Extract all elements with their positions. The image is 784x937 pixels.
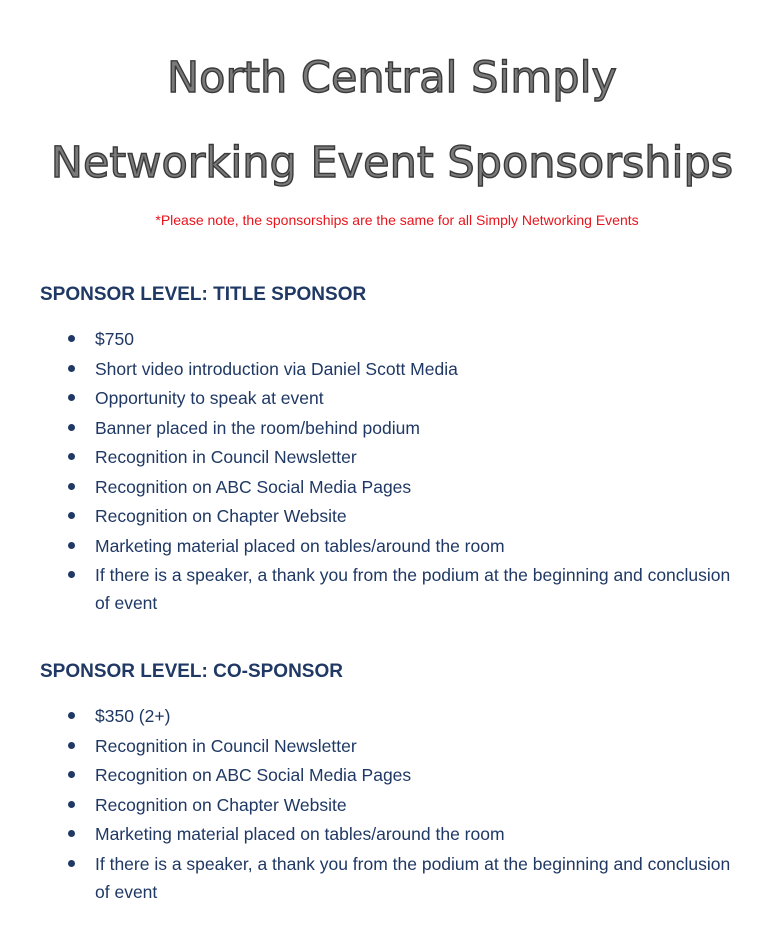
bullet-icon [68,742,75,749]
co-sponsor-benefits-list [0,702,784,907]
list-item [0,414,784,442]
list-item-text: Recognition on Chapter Website [95,506,347,526]
list-item [0,702,784,730]
list-item [0,325,784,353]
list-item [0,473,784,501]
page-title-line-1: North Central Simply [167,53,617,103]
sponsorship-note: *Please note, the sponsorships are the same for all Simply Networking Events [155,212,639,228]
list-item-text: Opportunity to speak at event [95,388,324,408]
list-item [0,502,784,530]
list-item-text: $750 [95,329,134,349]
list-item [0,820,784,848]
bullet-icon [68,483,75,490]
bullet-icon [68,394,75,401]
bullet-icon [68,512,75,519]
list-item-text: Marketing material placed on tables/around the room [95,824,505,844]
bullet-icon [68,801,75,808]
bullet-icon [68,571,75,578]
section-heading-title-sponsor: SPONSOR LEVEL: TITLE SPONSOR [40,284,367,305]
list-item [0,443,784,471]
bullet-icon [68,542,75,549]
list-item-text: Recognition in Council Newsletter [95,447,357,467]
list-item-text: Recognition on Chapter Website [95,794,347,815]
title-sponsor-benefits-list [0,325,784,619]
list-item [0,532,784,560]
bullet-icon [68,830,75,837]
list-item [0,850,784,906]
list-item [0,761,784,789]
list-item [0,355,784,383]
list-item-text: If there is a speaker, a thank you from the podium at the beginning and conclusion of event [95,565,731,613]
list-item [0,791,784,819]
list-item-text: If there is a speaker, a thank you from the podium at the beginning and conclusion of event [95,853,731,902]
bullet-icon [68,771,75,778]
list-item-text: Short video introduction via Daniel Scott Media [95,358,458,379]
bullet-icon [68,424,75,431]
list-item [0,384,784,412]
list-item-text: Recognition in Council Newsletter [95,735,357,756]
list-item-text: Marketing material placed on tables/around the room [95,535,505,556]
section-heading-co-sponsor: SPONSOR LEVEL: CO-SPONSOR [40,661,343,682]
bullet-icon [68,712,75,719]
bullet-icon [68,365,75,372]
page-title-line-2: Networking Event Sponsorships [50,138,734,188]
list-item-text: Recognition on ABC Social Media Pages [95,476,412,497]
list-item-text: Banner placed in the room/behind podium [95,417,420,438]
list-item-text: $350 (2+) [95,706,171,726]
list-item [0,561,784,617]
bullet-icon [68,860,75,867]
list-item-text: Recognition on ABC Social Media Pages [95,765,412,785]
list-item [0,732,784,760]
bullet-icon [68,335,75,342]
bullet-icon [68,453,75,460]
